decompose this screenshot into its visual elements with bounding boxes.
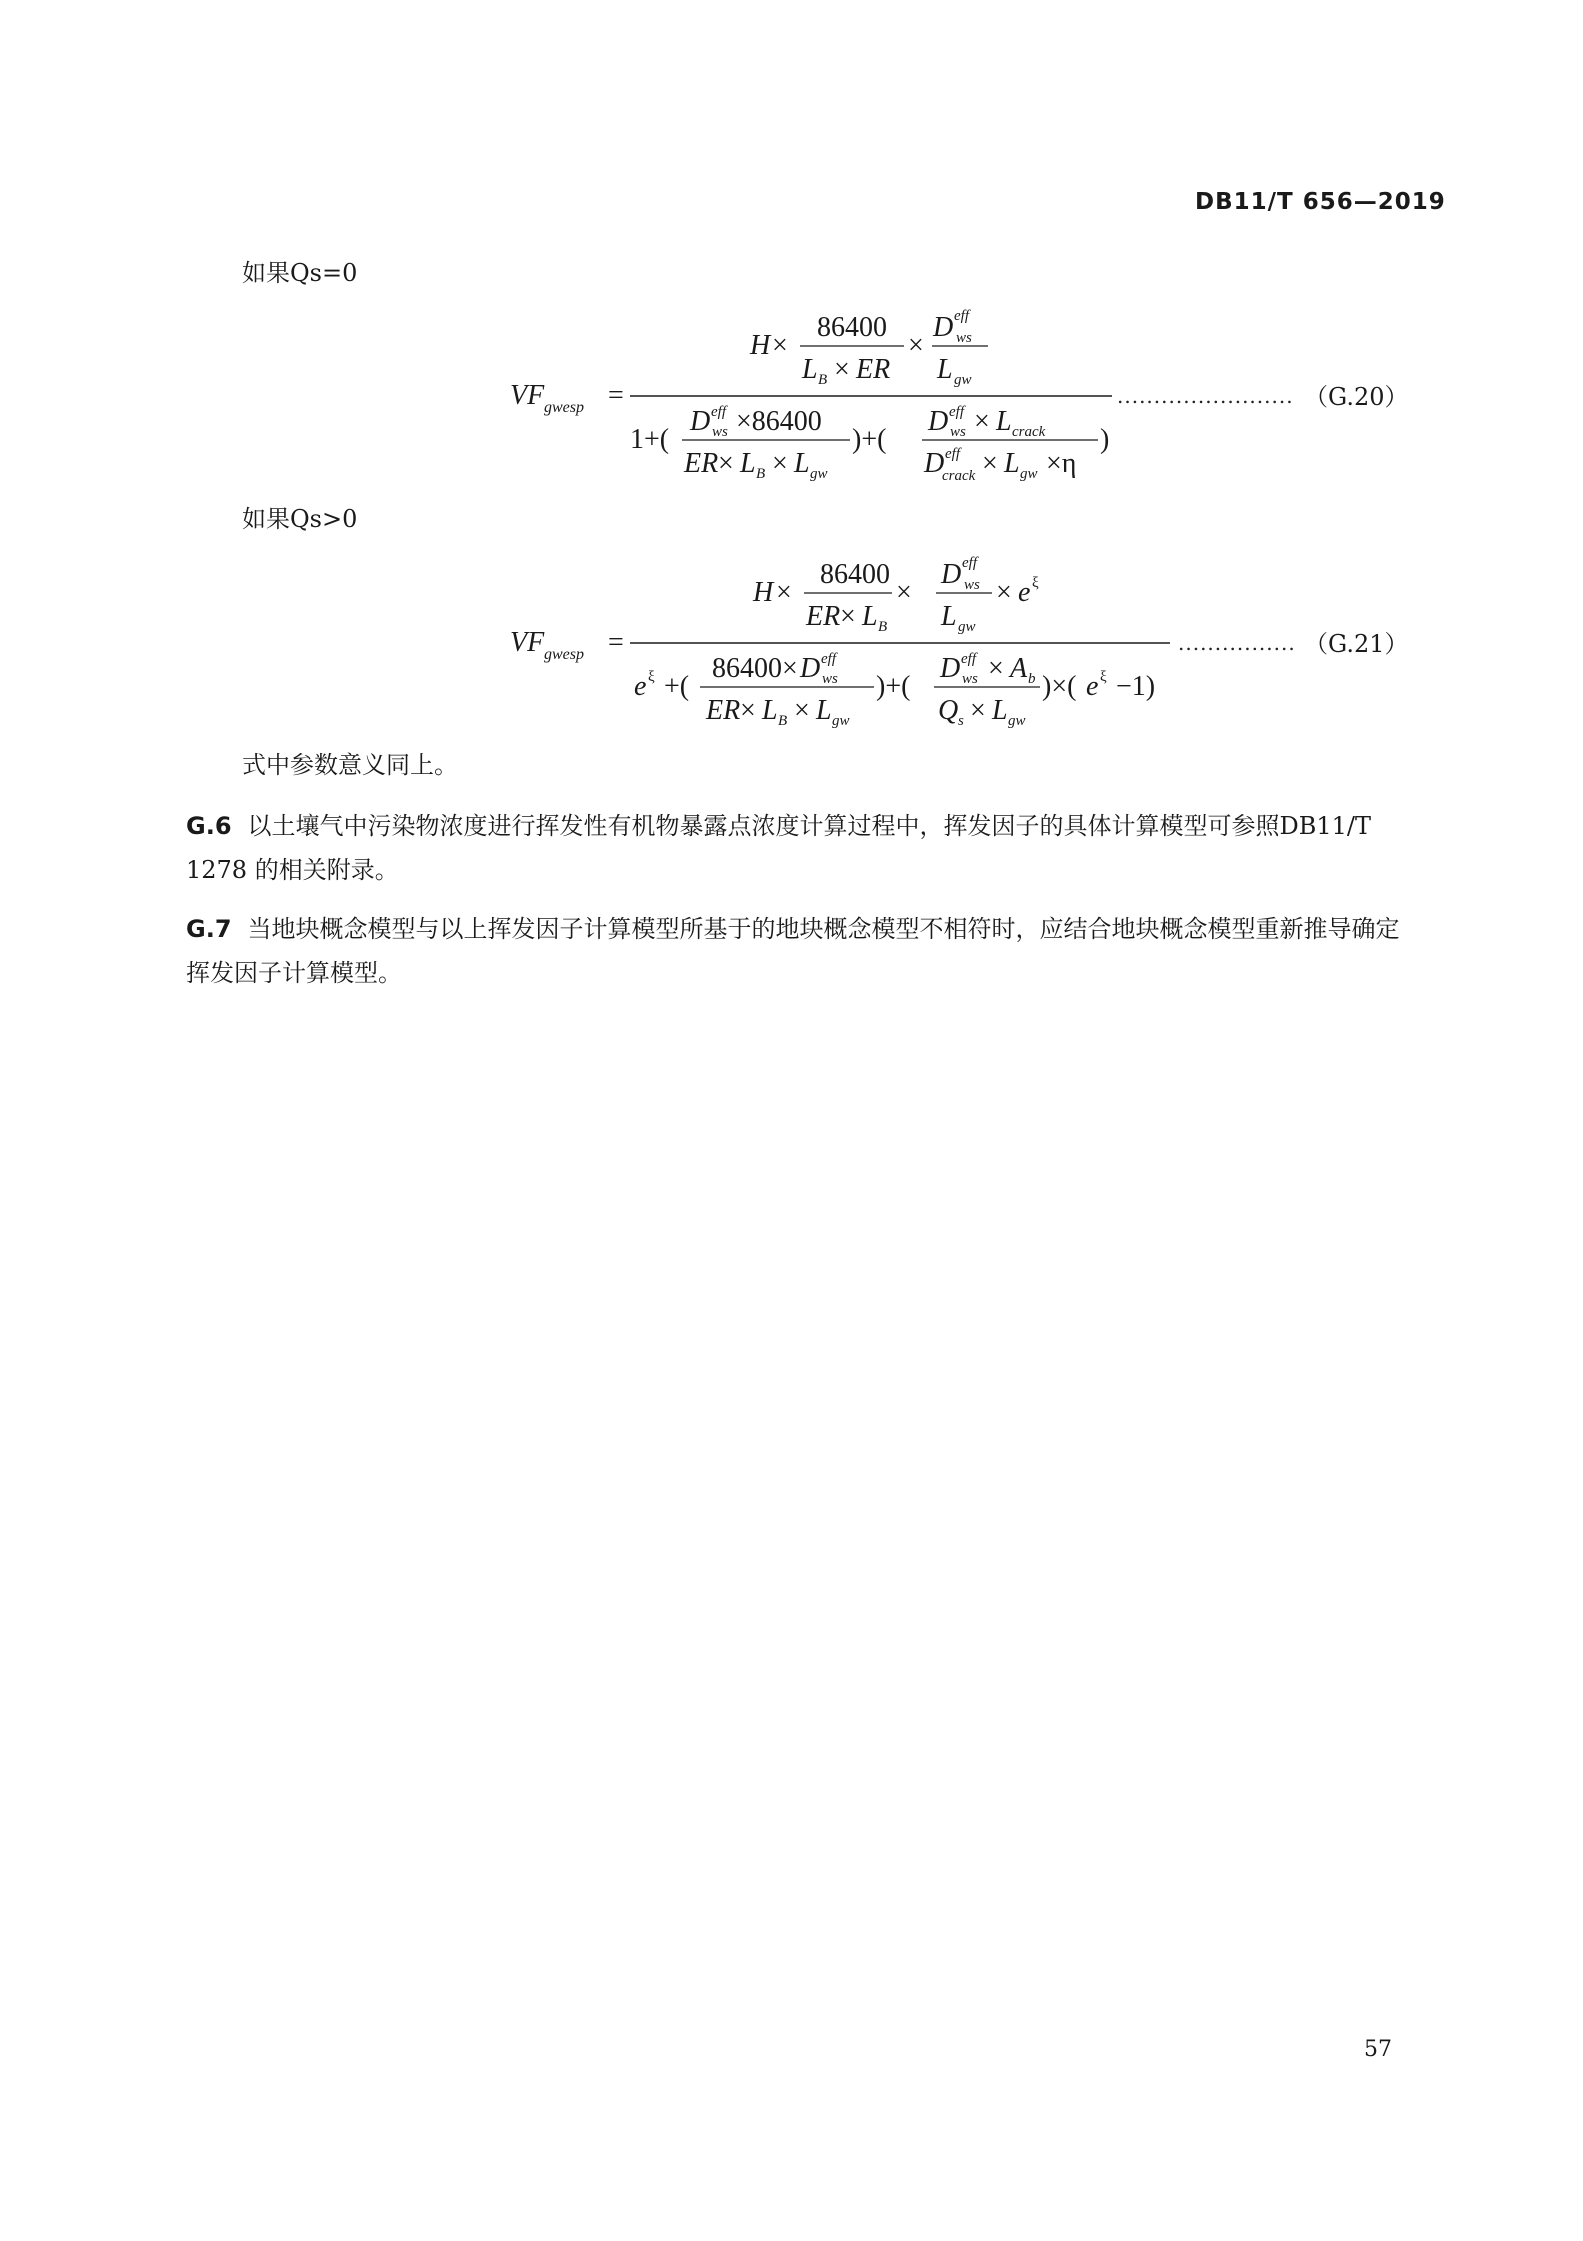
svg-text:×η: ×η	[1046, 448, 1077, 479]
svg-text:×: ×	[834, 354, 850, 385]
svg-text:e: e	[1018, 577, 1031, 608]
svg-text:×86400: ×86400	[736, 406, 822, 437]
svg-text:ws: ws	[950, 424, 966, 440]
svg-text:)+(: )+(	[852, 424, 887, 455]
svg-text:D: D	[941, 559, 962, 590]
svg-text:D: D	[928, 406, 949, 437]
svg-text:)×(: )×(	[1042, 671, 1077, 702]
svg-text:L: L	[794, 448, 810, 479]
lhs-subscript: gwesp	[544, 646, 584, 663]
svg-text:b: b	[1028, 671, 1036, 687]
svg-text:×: ×	[908, 330, 924, 361]
svg-text:ER: ER	[856, 354, 891, 385]
svg-text:e: e	[1086, 671, 1099, 702]
svg-text:gw: gw	[832, 713, 850, 729]
condition-qs-positive: 如果Qs>0	[242, 505, 358, 533]
svg-text:ws: ws	[712, 424, 728, 440]
standard-code: DB11/T 656—2019	[1195, 189, 1446, 215]
svg-text:eff: eff	[962, 555, 977, 571]
svg-text:L: L	[1004, 448, 1020, 479]
svg-text:eff: eff	[961, 651, 976, 667]
num-86400: 86400	[820, 559, 890, 590]
svg-text:×: ×	[772, 448, 788, 479]
svg-text:×: ×	[718, 448, 734, 479]
svg-text:A: A	[1010, 653, 1028, 684]
svg-text:×: ×	[840, 601, 856, 632]
svg-text:=: =	[608, 627, 624, 658]
svg-text:s: s	[958, 713, 964, 729]
svg-text:ξ: ξ	[1100, 669, 1107, 685]
svg-text:B: B	[878, 619, 888, 635]
lhs-vf: VF	[510, 380, 545, 411]
svg-text:D: D	[940, 653, 961, 684]
clause-number: G.7	[186, 915, 232, 943]
svg-text:×: ×	[996, 577, 1012, 608]
clause-g6	[186, 804, 1416, 892]
svg-text:D: D	[690, 406, 711, 437]
svg-text:−1): −1)	[1116, 671, 1156, 702]
svg-text:×: ×	[970, 695, 986, 726]
svg-text:=: =	[608, 380, 624, 411]
svg-text:B: B	[756, 466, 766, 482]
svg-text:B: B	[778, 713, 788, 729]
clause-number: G.6	[186, 812, 232, 840]
svg-text:ws: ws	[962, 671, 978, 687]
formula-g20	[500, 298, 1140, 498]
clause-text: 当地块概念模型与以上挥发因子计算模型所基于的地块概念模型不相符时，应结合地块概念模型重新推导确定挥发因子计算模型。	[186, 915, 1400, 987]
svg-text:L: L	[802, 354, 818, 385]
svg-text:gw: gw	[1008, 713, 1026, 729]
svg-text:L: L	[941, 601, 957, 632]
svg-text:eff: eff	[949, 404, 964, 420]
svg-text:+(: +(	[664, 671, 690, 702]
svg-text:×: ×	[740, 695, 756, 726]
leader-dots-g21: ................	[1178, 631, 1296, 655]
svg-text:L: L	[816, 695, 832, 726]
svg-text:ER: ER	[806, 601, 841, 632]
svg-text:gw: gw	[810, 466, 828, 482]
svg-text:ξ: ξ	[1032, 575, 1039, 591]
svg-text:crack: crack	[942, 468, 976, 484]
formula-g21	[500, 545, 1180, 745]
svg-text:crack: crack	[1012, 424, 1046, 440]
condition-qs-zero: 如果Qs=0	[242, 259, 358, 287]
svg-text:gw: gw	[954, 372, 972, 388]
svg-text:L: L	[762, 695, 778, 726]
svg-text:ws: ws	[964, 577, 980, 593]
svg-text:)+(: )+(	[876, 671, 911, 702]
svg-text:eff: eff	[711, 404, 726, 420]
num-86400: 86400	[817, 312, 887, 343]
svg-text:L: L	[862, 601, 878, 632]
svg-text:Q: Q	[938, 695, 959, 726]
svg-text:e: e	[634, 671, 647, 702]
equation-number-g21: （G.21）	[1304, 630, 1409, 658]
svg-text:ws: ws	[956, 330, 972, 346]
svg-text:D: D	[800, 653, 821, 684]
svg-text:H: H	[750, 330, 771, 361]
svg-text:ws: ws	[822, 671, 838, 687]
parameter-note: 式中参数意义同上。	[242, 751, 458, 779]
svg-text:ER: ER	[706, 695, 741, 726]
svg-text:eff: eff	[821, 651, 836, 667]
page-number: 57	[1364, 2037, 1392, 2062]
svg-text:H: H	[753, 577, 774, 608]
svg-text:ξ: ξ	[648, 669, 655, 685]
equation-number-g20: （G.20）	[1304, 383, 1409, 411]
svg-text:ER: ER	[684, 448, 719, 479]
leader-dots-g20: ........................	[1117, 384, 1294, 408]
svg-text:×: ×	[974, 406, 990, 437]
svg-text:×: ×	[776, 577, 792, 608]
svg-text:L: L	[937, 354, 953, 385]
svg-text:B: B	[818, 372, 828, 388]
lhs-subscript: gwesp	[544, 399, 584, 416]
clause-text: 以土壤气中污染物浓度进行挥发性有机物暴露点浓度计算过程中，挥发因子的具体计算模型可参照DB11/T 1278 的相关附录。	[186, 812, 1372, 884]
svg-text:×: ×	[896, 577, 912, 608]
lhs-vf: VF	[510, 627, 545, 658]
svg-text:L: L	[996, 406, 1012, 437]
svg-text:86400×: 86400×	[712, 653, 798, 684]
svg-text:gw: gw	[958, 619, 976, 635]
svg-text:×: ×	[988, 653, 1004, 684]
clause-g7	[186, 907, 1416, 995]
svg-text:eff: eff	[954, 308, 969, 324]
svg-text:1+(: 1+(	[630, 424, 670, 455]
svg-text:×: ×	[772, 330, 788, 361]
svg-text:): )	[1100, 424, 1110, 455]
svg-text:×: ×	[794, 695, 810, 726]
svg-text:gw: gw	[1020, 466, 1038, 482]
svg-text:D: D	[933, 312, 954, 343]
svg-text:D: D	[924, 448, 945, 479]
svg-text:L: L	[740, 448, 756, 479]
svg-text:L: L	[992, 695, 1008, 726]
svg-text:eff: eff	[945, 446, 960, 462]
svg-text:×: ×	[982, 448, 998, 479]
